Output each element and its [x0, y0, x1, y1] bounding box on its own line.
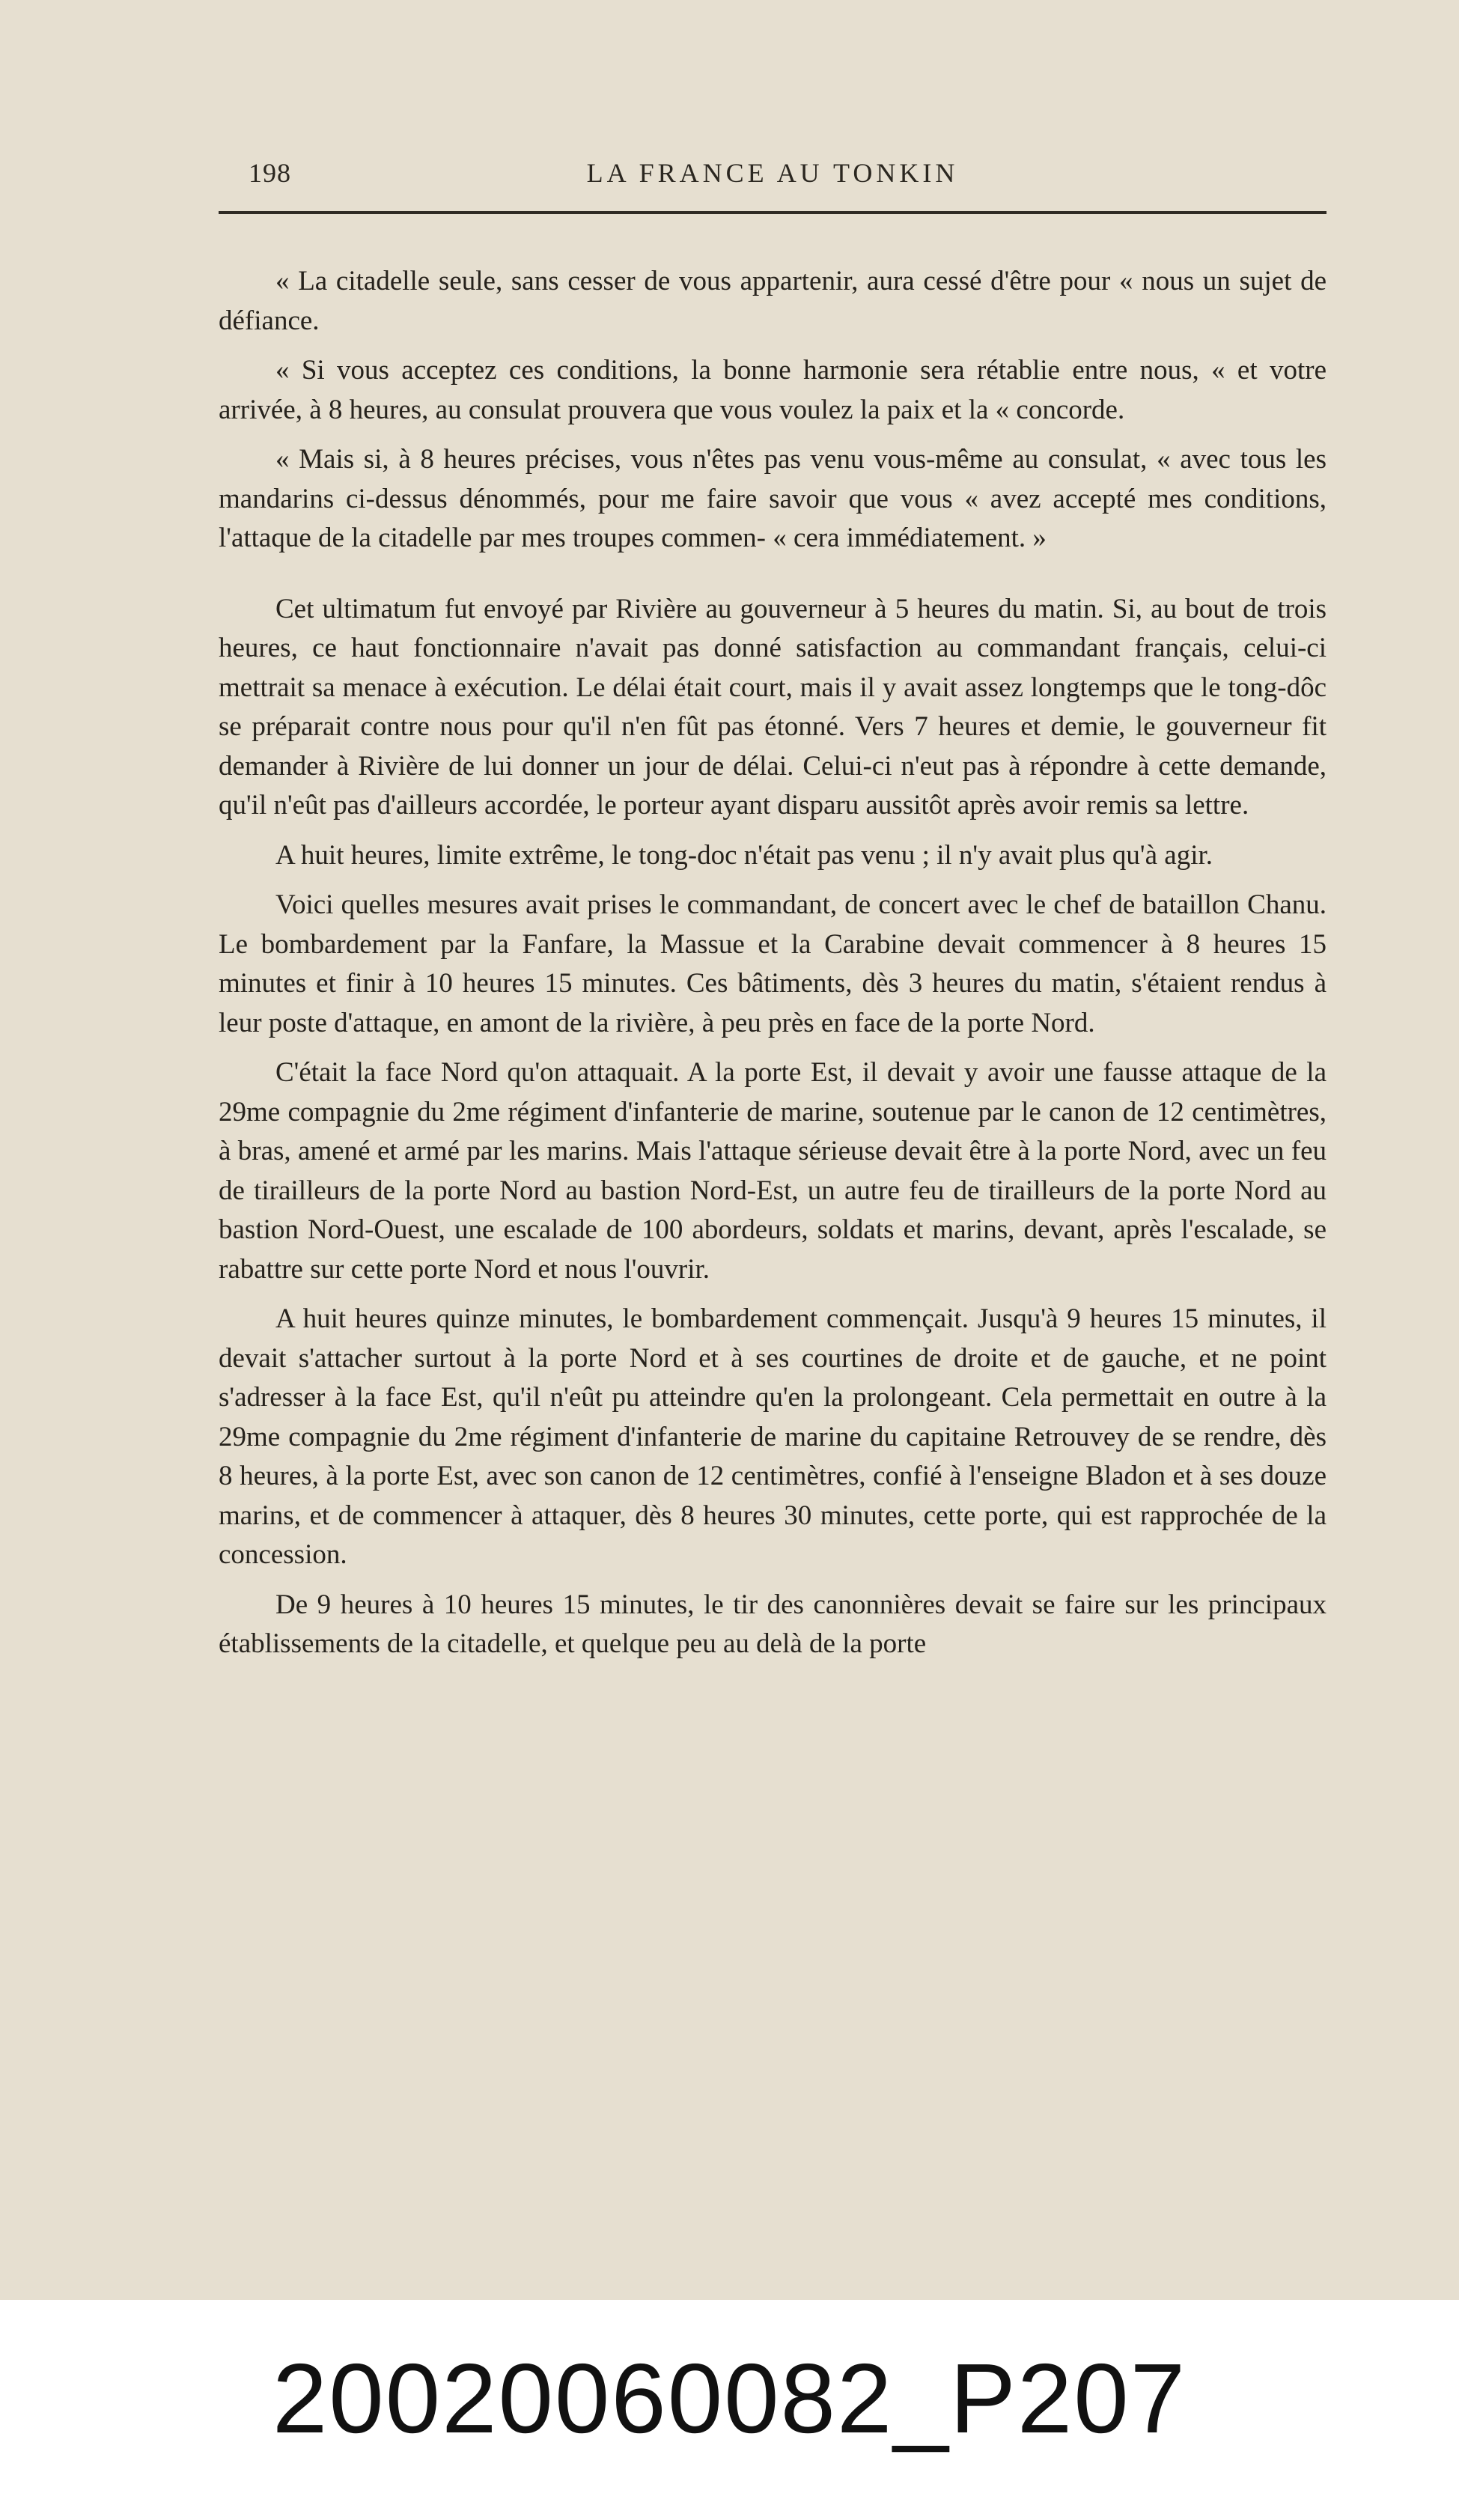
paragraph-ultimatum: Cet ultimatum fut envoyé par Rivière au gouverneur à 5 heures du matin. Si, au bout de trois heures, ce haut fonctionnaire n'avait pas donné satisfaction au commandant français, celui-ci mettrait sa menace à exécution. Le délai était court, mais il y avait assez longtemps que le tong-dôc se préparait contre nous pour qu'il n'en fût pas étonné. Vers 7 heures et demie, le gouverneur fit demander à Rivière de lui donner un jour de délai. Celui-ci n'eut pas à répondre à cette demande, qu'il n'eût pas d'ailleurs accordée, le porteur ayant disparu aussitôt après avoir remis sa lettre.: [219, 593, 1326, 821]
page-header: [219, 157, 1326, 202]
paragraph-huit-heures: A huit heures, limite extrême, le tong-doc n'était pas venu ; il n'y avait plus qu'à agir.: [275, 839, 1213, 871]
page-number: 198: [249, 158, 291, 188]
paragraph-tir-canonnieres: De 9 heures à 10 heures 15 minutes, le tir des canonnières devait se faire sur les principaux établissements de la citadelle, et quelque peu au delà de la porte: [219, 1589, 1326, 1659]
quote-paragraph-3: « Mais si, à 8 heures précises, vous n'êtes pas venu vous-même au consulat, « avec tous les mandarins ci-dessus dénommés, pour me faire savoir que vous « avez accepté mes conditions, l'attaque de la citadelle par mes troupes commen- « cera immédiatement. »: [219, 444, 1326, 553]
header-rule: [219, 211, 1326, 214]
paragraph-face-nord: C'était la face Nord qu'on attaquait. A la porte Est, il devait y avoir une fausse attaque de la 29me compagnie du 2me régiment d'infanterie de marine, soutenue par le canon de 12 centimètres, à bras, amené et armé par les marins. Mais l'attaque sérieuse devait être à la porte Nord, avec un feu de tirailleurs de la porte Nord au bastion Nord-Est, un autre feu de tirailleurs de la porte Nord au bastion Nord-Ouest, une escalade de 100 abordeurs, soldats et marins, devant, après l'escalade, se rabattre sur cette porte Nord et nous l'ouvrir.: [219, 1057, 1326, 1285]
quote-paragraph-2: « Si vous acceptez ces conditions, la bonne harmonie sera rétablie entre nous, « et votre arrivée, à 8 heures, au consulat prouvera que vous voulez la paix et la « concorde.: [219, 355, 1326, 425]
running-title: LA FRANCE AU TONKIN: [586, 158, 959, 188]
paragraph-bombardement: A huit heures quinze minutes, le bombardement commençait. Jusqu'à 9 heures 15 minutes, il devait s'attacher surtout à la porte Nord et à ses courtines de droite et de gauche, et ne point s'adresser à la face Est, qu'il n'eût pu atteindre qu'en la prolongeant. Cela permettait en outre à la 29me compagnie du 2me régiment d'infanterie de marine du capitaine Retrouvey de se rendre, dès 8 heures, à la porte Est, avec son canon de 12 centimètres, confié à l'enseigne Bladon et à ses douze marins, et de commencer à attaquer, dès 8 heures 30 minutes, cette porte, qui est rapprochée de la concession.: [219, 1303, 1326, 1570]
page-body: [219, 262, 1326, 1675]
quote-paragraph-1: « La citadelle seule, sans cesser de vous appartenir, aura cessé d'être pour « nous un sujet de défiance.: [219, 266, 1326, 336]
image-caption: 20020060082_P207: [272, 2343, 1187, 2453]
paragraph-mesures: Voici quelles mesures avait prises le commandant, de concert avec le chef de bataillon Chanu. Le bombardement par la Fanfare, la Massue et la Carabine devait commencer à 8 heures 15 minutes et finir à 10 heures 15 minutes. Ces bâtiments, dès 3 heures du matin, s'étaient rendus à leur poste d'attaque, en amont de la rivière, à peu près en face de la porte Nord.: [219, 889, 1326, 1038]
